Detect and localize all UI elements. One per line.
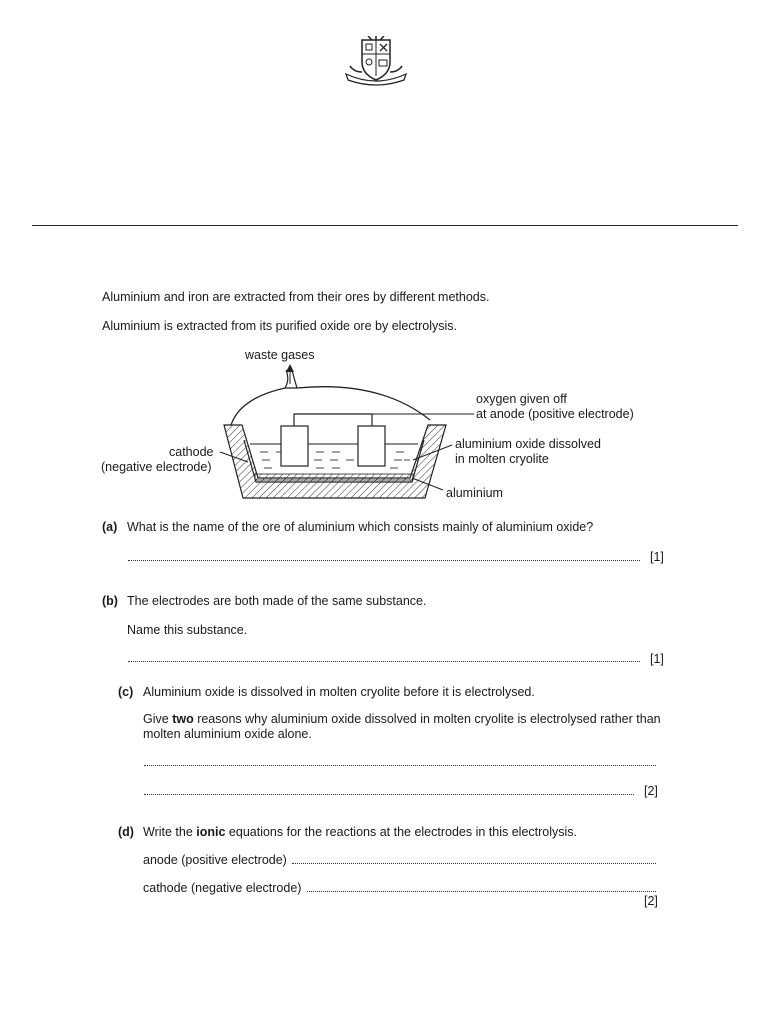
question-b-letter: (b) xyxy=(102,594,118,608)
answer-a-line[interactable] xyxy=(128,560,640,561)
question-a-marks: [1] xyxy=(650,550,664,564)
question-c-letter: (c) xyxy=(118,685,134,699)
question-a-letter: (a) xyxy=(102,520,118,534)
label-oxygen-1: oxygen given off xyxy=(476,392,567,406)
label-waste-gases: waste gases xyxy=(245,348,315,362)
cell-lid xyxy=(231,387,430,425)
question-c-give-rest: reasons why aluminium oxide dissolved in molten cryolite is electrolysed rather than xyxy=(193,712,661,726)
question-d-text-pre: Write the xyxy=(143,825,197,839)
cathode-label: cathode (negative electrode) xyxy=(143,881,302,895)
molten-aluminium-layer xyxy=(255,474,413,480)
cell-outer-wall xyxy=(224,425,446,498)
anode-label: anode (positive electrode) xyxy=(143,853,287,867)
question-d-marks: [2] xyxy=(644,894,658,908)
anode-left xyxy=(281,426,308,466)
question-d-text-bold: ionic xyxy=(196,825,226,839)
gas-vent xyxy=(285,370,297,388)
question-c-give-line xyxy=(143,712,661,727)
question-c-give: Give xyxy=(143,712,173,726)
answer-b-line[interactable] xyxy=(128,661,640,662)
question-c-line2: molten aluminium oxide alone. xyxy=(143,727,312,741)
intro-line-1: Aluminium and iron are extracted from their ores by different methods. xyxy=(102,290,490,304)
answer-d-anode-line[interactable] xyxy=(292,863,656,864)
question-d-letter: (d) xyxy=(118,825,134,839)
question-d-text-post: equations for the reactions at the electrodes in this electrolysis. xyxy=(225,825,578,839)
answer-c-line-2[interactable] xyxy=(144,794,634,795)
answer-c-line-1[interactable] xyxy=(144,765,656,766)
question-c-give-bold: two xyxy=(172,712,194,726)
label-dissolved-1: aluminium oxide dissolved xyxy=(455,437,601,451)
label-cathode-1: cathode xyxy=(169,445,214,459)
question-b-marks: [1] xyxy=(650,652,664,666)
answer-d-cathode-line[interactable] xyxy=(307,891,656,892)
question-d-text xyxy=(143,825,577,840)
question-b-sub: Name this substance. xyxy=(127,623,248,637)
intro-line-2: Aluminium is extracted from its purified oxide ore by electrolysis. xyxy=(102,319,457,333)
question-b-text: The electrodes are both made of the same substance. xyxy=(127,594,427,608)
label-aluminium: aluminium xyxy=(446,486,503,500)
question-a-text: What is the name of the ore of aluminium which consists mainly of aluminium oxide? xyxy=(127,520,594,534)
question-c-marks: [2] xyxy=(644,784,658,798)
label-oxygen-2: at anode (positive electrode) xyxy=(476,407,634,421)
label-cathode-2: (negative electrode) xyxy=(101,460,212,474)
question-c-text: Aluminium oxide is dissolved in molten cryolite before it is electrolysed. xyxy=(143,685,535,699)
label-dissolved-2: in molten cryolite xyxy=(455,452,549,466)
anode-right xyxy=(358,426,385,466)
